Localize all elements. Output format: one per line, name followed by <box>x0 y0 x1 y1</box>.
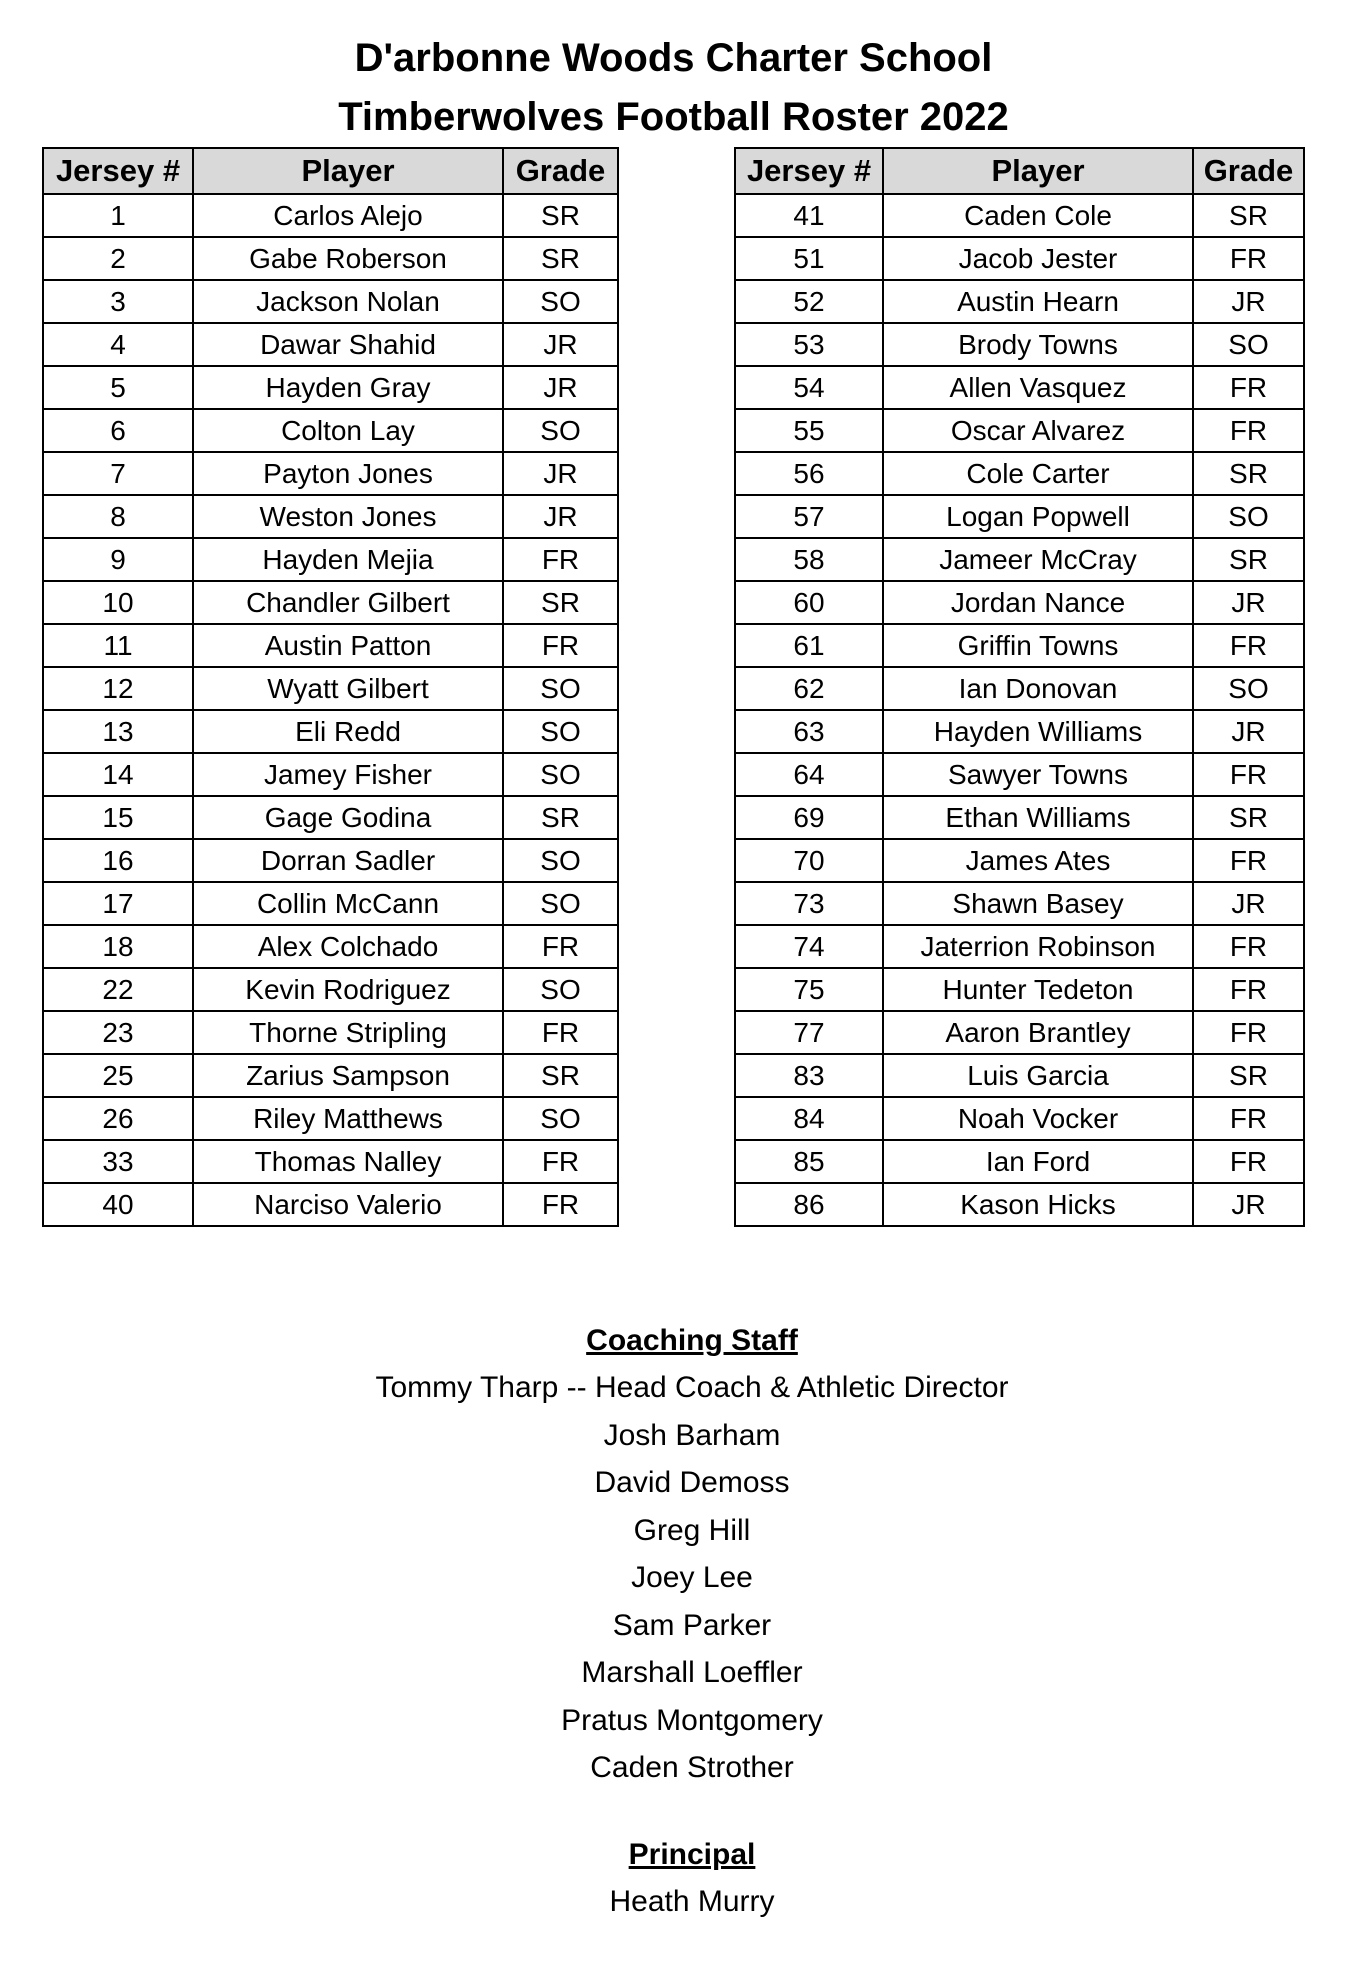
table-row <box>735 1054 1304 1097</box>
coach-name: Josh Barham <box>603 1418 781 1452</box>
cell-player: Aaron Brantley <box>883 1011 1193 1054</box>
cell-grade: FR <box>503 538 618 581</box>
column-header-grade: Grade <box>1193 148 1304 194</box>
cell-jersey: 75 <box>735 968 883 1011</box>
cell-jersey: 8 <box>43 495 193 538</box>
table-row <box>735 409 1304 452</box>
cell-grade: SO <box>1193 667 1304 710</box>
cell-player: Kason Hicks <box>883 1183 1193 1226</box>
cell-grade: SR <box>1193 452 1304 495</box>
table-row <box>735 925 1304 968</box>
cell-grade: JR <box>503 452 618 495</box>
coach-name: Tommy Tharp -- Head Coach & Athletic Director <box>375 1371 1009 1404</box>
cell-jersey: 5 <box>43 366 193 409</box>
cell-player: Carlos Alejo <box>193 194 503 237</box>
table-row <box>735 667 1304 710</box>
table-row <box>735 1140 1304 1183</box>
cell-jersey: 84 <box>735 1097 883 1140</box>
cell-player: Luis Garcia <box>883 1054 1193 1097</box>
cell-grade: SR <box>503 581 618 624</box>
table-row <box>735 968 1304 1011</box>
coach-name: Pratus Montgomery <box>561 1703 823 1737</box>
cell-jersey: 12 <box>43 667 193 710</box>
principal-name: Heath Murry <box>609 1885 775 1918</box>
table-row <box>43 882 618 925</box>
cell-player: Thomas Nalley <box>193 1140 503 1183</box>
cell-player: Ethan Williams <box>883 796 1193 839</box>
cell-player: Zarius Sampson <box>193 1054 503 1097</box>
table-row <box>43 1097 618 1140</box>
cell-player: Jackson Nolan <box>193 280 503 323</box>
table-row <box>735 710 1304 753</box>
cell-jersey: 57 <box>735 495 883 538</box>
cell-grade: FR <box>1193 1011 1304 1054</box>
cell-player: Jaterrion Robinson <box>883 925 1193 968</box>
table-row <box>735 753 1304 796</box>
cell-player: Jacob Jester <box>883 237 1193 280</box>
cell-jersey: 18 <box>43 925 193 968</box>
cell-player: Kevin Rodriguez <box>193 968 503 1011</box>
table-row <box>43 839 618 882</box>
cell-jersey: 33 <box>43 1140 193 1183</box>
table-row <box>43 667 618 710</box>
cell-player: Jamey Fisher <box>193 753 503 796</box>
cell-player: Shawn Basey <box>883 882 1193 925</box>
cell-player: Payton Jones <box>193 452 503 495</box>
cell-grade: SR <box>1193 538 1304 581</box>
cell-grade: JR <box>503 495 618 538</box>
table-row <box>735 839 1304 882</box>
cell-grade: JR <box>1193 710 1304 753</box>
roster-table-left <box>42 147 619 1227</box>
cell-player: Riley Matthews <box>193 1097 503 1140</box>
cell-player: Hayden Gray <box>193 366 503 409</box>
table-row <box>735 796 1304 839</box>
cell-player: Allen Vasquez <box>883 366 1193 409</box>
cell-jersey: 22 <box>43 968 193 1011</box>
cell-player: Sawyer Towns <box>883 753 1193 796</box>
cell-jersey: 13 <box>43 710 193 753</box>
table-row <box>43 495 618 538</box>
cell-jersey: 77 <box>735 1011 883 1054</box>
table-row <box>43 366 618 409</box>
cell-grade: SO <box>503 409 618 452</box>
column-header-player: Player <box>193 148 503 194</box>
table-row <box>735 1183 1304 1226</box>
cell-player: Narciso Valerio <box>193 1183 503 1226</box>
cell-player: Brody Towns <box>883 323 1193 366</box>
cell-grade: JR <box>1193 581 1304 624</box>
cell-player: Ian Ford <box>883 1140 1193 1183</box>
cell-jersey: 41 <box>735 194 883 237</box>
table-row <box>43 280 618 323</box>
cell-player: Cole Carter <box>883 452 1193 495</box>
cell-jersey: 10 <box>43 581 193 624</box>
cell-jersey: 64 <box>735 753 883 796</box>
cell-jersey: 17 <box>43 882 193 925</box>
coach-name: Marshall Loeffler <box>581 1656 803 1689</box>
cell-grade: FR <box>503 624 618 667</box>
cell-grade: FR <box>1193 1097 1304 1140</box>
cell-jersey: 70 <box>735 839 883 882</box>
page-subtitle: Timberwolves Football Roster 2022 <box>338 95 1009 139</box>
cell-grade: SO <box>503 1097 618 1140</box>
table-row <box>735 323 1304 366</box>
cell-jersey: 26 <box>43 1097 193 1140</box>
cell-player: Colton Lay <box>193 409 503 452</box>
cell-jersey: 53 <box>735 323 883 366</box>
cell-jersey: 1 <box>43 194 193 237</box>
cell-player: Jordan Nance <box>883 581 1193 624</box>
roster-table-right <box>734 147 1305 1227</box>
cell-player: Weston Jones <box>193 495 503 538</box>
table-row <box>43 1011 618 1054</box>
table-row <box>43 581 618 624</box>
table-row <box>735 538 1304 581</box>
cell-grade: FR <box>1193 1140 1304 1183</box>
cell-grade: SR <box>503 237 618 280</box>
column-header-grade: Grade <box>503 148 618 194</box>
table-row <box>43 194 618 237</box>
cell-grade: SO <box>503 753 618 796</box>
cell-grade: FR <box>1193 237 1304 280</box>
table-row <box>43 753 618 796</box>
cell-player: Dorran Sadler <box>193 839 503 882</box>
cell-grade: FR <box>503 925 618 968</box>
cell-player: Wyatt Gilbert <box>193 667 503 710</box>
principal-heading: Principal <box>628 1838 756 1871</box>
column-header-player: Player <box>883 148 1193 194</box>
cell-jersey: 25 <box>43 1054 193 1097</box>
cell-jersey: 9 <box>43 538 193 581</box>
cell-jersey: 62 <box>735 667 883 710</box>
cell-grade: SO <box>503 968 618 1011</box>
table-row <box>735 280 1304 323</box>
cell-grade: SR <box>1193 1054 1304 1097</box>
cell-jersey: 55 <box>735 409 883 452</box>
table-row <box>43 237 618 280</box>
table-row <box>735 581 1304 624</box>
cell-jersey: 58 <box>735 538 883 581</box>
cell-player: Hunter Tedeton <box>883 968 1193 1011</box>
cell-player: Chandler Gilbert <box>193 581 503 624</box>
cell-jersey: 40 <box>43 1183 193 1226</box>
cell-player: Noah Vocker <box>883 1097 1193 1140</box>
column-header-jersey: Jersey # <box>735 148 883 194</box>
cell-jersey: 6 <box>43 409 193 452</box>
table-row <box>43 323 618 366</box>
table-row <box>43 452 618 495</box>
column-header-jersey: Jersey # <box>43 148 193 194</box>
cell-grade: JR <box>1193 280 1304 323</box>
table-row <box>43 1183 618 1226</box>
cell-jersey: 16 <box>43 839 193 882</box>
cell-jersey: 14 <box>43 753 193 796</box>
cell-grade: JR <box>1193 1183 1304 1226</box>
cell-grade: SR <box>503 1054 618 1097</box>
cell-player: James Ates <box>883 839 1193 882</box>
table-row <box>43 968 618 1011</box>
cell-player: Oscar Alvarez <box>883 409 1193 452</box>
cell-jersey: 60 <box>735 581 883 624</box>
cell-grade: JR <box>503 323 618 366</box>
cell-player: Austin Hearn <box>883 280 1193 323</box>
cell-grade: SO <box>503 710 618 753</box>
cell-jersey: 7 <box>43 452 193 495</box>
cell-grade: JR <box>1193 882 1304 925</box>
cell-jersey: 73 <box>735 882 883 925</box>
cell-jersey: 2 <box>43 237 193 280</box>
cell-jersey: 56 <box>735 452 883 495</box>
cell-player: Gabe Roberson <box>193 237 503 280</box>
cell-grade: SO <box>1193 323 1304 366</box>
cell-player: Gage Godina <box>193 796 503 839</box>
coach-name: Sam Parker <box>612 1608 772 1642</box>
table-row <box>43 710 618 753</box>
cell-jersey: 3 <box>43 280 193 323</box>
cell-grade: FR <box>1193 366 1304 409</box>
cell-grade: FR <box>503 1140 618 1183</box>
cell-grade: FR <box>503 1011 618 1054</box>
coach-name: Greg Hill <box>633 1513 751 1547</box>
cell-jersey: 4 <box>43 323 193 366</box>
table-row <box>735 366 1304 409</box>
cell-grade: SO <box>503 882 618 925</box>
table-row <box>43 538 618 581</box>
table-row <box>43 925 618 968</box>
cell-grade: FR <box>1193 409 1304 452</box>
cell-grade: FR <box>1193 968 1304 1011</box>
table-row <box>735 882 1304 925</box>
cell-grade: SR <box>1193 194 1304 237</box>
table-header-row <box>735 148 1304 194</box>
cell-jersey: 86 <box>735 1183 883 1226</box>
table-row <box>43 624 618 667</box>
cell-player: Caden Cole <box>883 194 1193 237</box>
cell-jersey: 11 <box>43 624 193 667</box>
cell-grade: SR <box>503 796 618 839</box>
cell-jersey: 85 <box>735 1140 883 1183</box>
coach-name: Caden Strother <box>590 1751 794 1784</box>
cell-grade: FR <box>1193 753 1304 796</box>
cell-player: Ian Donovan <box>883 667 1193 710</box>
coaching-staff-heading: Coaching Staff <box>586 1324 798 1357</box>
table-header-row <box>43 148 618 194</box>
table-row <box>735 624 1304 667</box>
cell-player: Alex Colchado <box>193 925 503 968</box>
cell-grade: SO <box>1193 495 1304 538</box>
cell-player: Logan Popwell <box>883 495 1193 538</box>
cell-jersey: 52 <box>735 280 883 323</box>
cell-player: Jameer McCray <box>883 538 1193 581</box>
cell-player: Griffin Towns <box>883 624 1193 667</box>
table-row <box>735 1011 1304 1054</box>
table-row <box>735 1097 1304 1140</box>
cell-grade: JR <box>503 366 618 409</box>
cell-jersey: 69 <box>735 796 883 839</box>
cell-grade: SR <box>503 194 618 237</box>
cell-grade: SO <box>503 280 618 323</box>
table-row <box>43 796 618 839</box>
cell-grade: FR <box>1193 839 1304 882</box>
table-row <box>735 495 1304 538</box>
cell-player: Hayden Mejia <box>193 538 503 581</box>
table-row <box>735 194 1304 237</box>
cell-grade: FR <box>1193 925 1304 968</box>
cell-player: Thorne Stripling <box>193 1011 503 1054</box>
cell-grade: FR <box>503 1183 618 1226</box>
page-title: D'arbonne Woods Charter School <box>354 36 993 80</box>
cell-player: Hayden Williams <box>883 710 1193 753</box>
table-row <box>735 452 1304 495</box>
cell-player: Collin McCann <box>193 882 503 925</box>
table-row <box>735 237 1304 280</box>
coach-name: David Demoss <box>594 1466 790 1499</box>
cell-jersey: 61 <box>735 624 883 667</box>
cell-player: Dawar Shahid <box>193 323 503 366</box>
cell-player: Eli Redd <box>193 710 503 753</box>
table-row <box>43 1140 618 1183</box>
cell-grade: SO <box>503 839 618 882</box>
cell-jersey: 51 <box>735 237 883 280</box>
cell-jersey: 63 <box>735 710 883 753</box>
cell-jersey: 23 <box>43 1011 193 1054</box>
cell-grade: SO <box>503 667 618 710</box>
cell-jersey: 83 <box>735 1054 883 1097</box>
cell-player: Austin Patton <box>193 624 503 667</box>
cell-jersey: 74 <box>735 925 883 968</box>
table-row <box>43 1054 618 1097</box>
coach-name: Joey Lee <box>631 1561 753 1594</box>
table-row <box>43 409 618 452</box>
cell-jersey: 54 <box>735 366 883 409</box>
cell-jersey: 15 <box>43 796 193 839</box>
cell-grade: FR <box>1193 624 1304 667</box>
cell-grade: SR <box>1193 796 1304 839</box>
